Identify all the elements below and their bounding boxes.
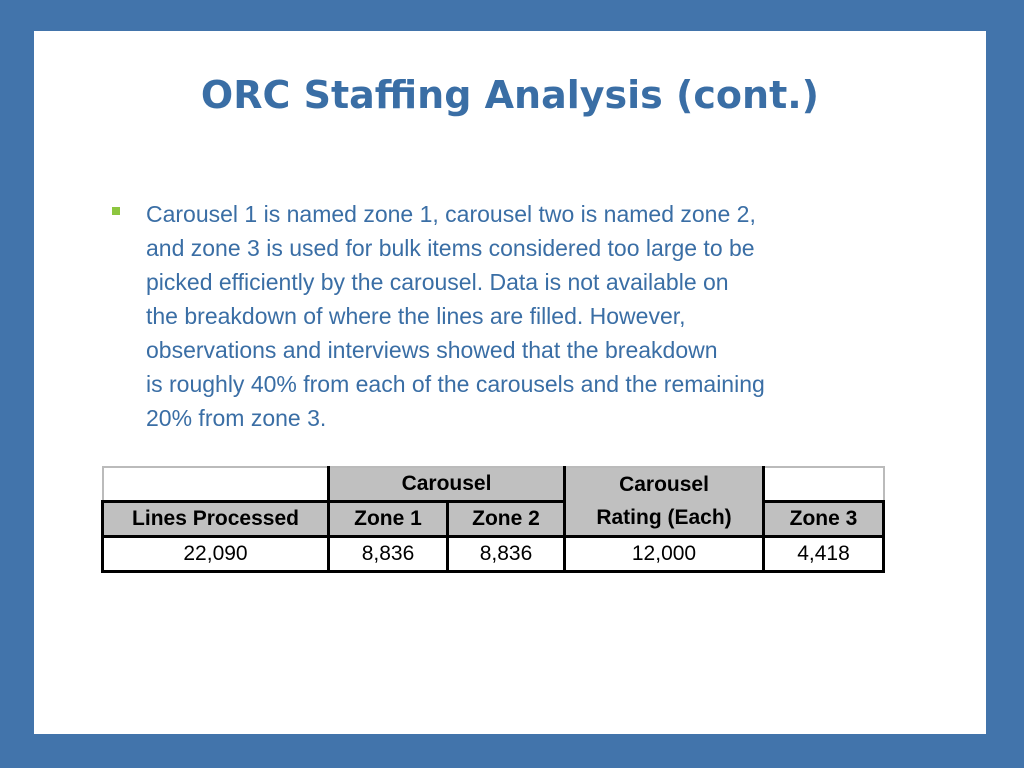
zone-2-value: 8,836	[448, 537, 565, 572]
table-header-row-1	[103, 467, 884, 502]
carousel-rating-value: 12,000	[565, 537, 764, 572]
table-header-row-2	[103, 502, 884, 537]
staffing-table	[101, 466, 885, 573]
rating-header-top: Carousel	[565, 467, 764, 502]
zone-2-header: Zone 2	[448, 502, 565, 537]
table-header-blank-cell	[103, 467, 329, 502]
table-header-blank-cell	[764, 467, 884, 502]
zone-1-value: 8,836	[329, 537, 448, 572]
bullet-item	[108, 197, 918, 435]
bullet-text: Carousel 1 is named zone 1, carousel two is named zone 2, and zone 3 is used for bulk items considered too large to be picked efficiently by the carousel. Data is not available on the breakdown of where the lines are filled. However, observations and interviews showed that the breakdown is roughly 40% from each of the carousels and the remaining 20% from zone 3.	[146, 201, 765, 431]
zone-3-value: 4,418	[764, 537, 884, 572]
lines-processed-header: Lines Processed	[103, 502, 329, 537]
carousel-group-header: Carousel	[329, 467, 565, 502]
slide-title: ORC Staffing Analysis (cont.)	[200, 73, 820, 117]
table-row	[103, 537, 884, 572]
slide	[34, 31, 986, 734]
rating-header-bottom: Rating (Each)	[565, 502, 764, 537]
square-bullet-icon	[112, 207, 120, 215]
zone-3-header: Zone 3	[764, 502, 884, 537]
bullet-list	[108, 197, 918, 435]
lines-processed-value: 22,090	[103, 537, 329, 572]
zone-1-header: Zone 1	[329, 502, 448, 537]
